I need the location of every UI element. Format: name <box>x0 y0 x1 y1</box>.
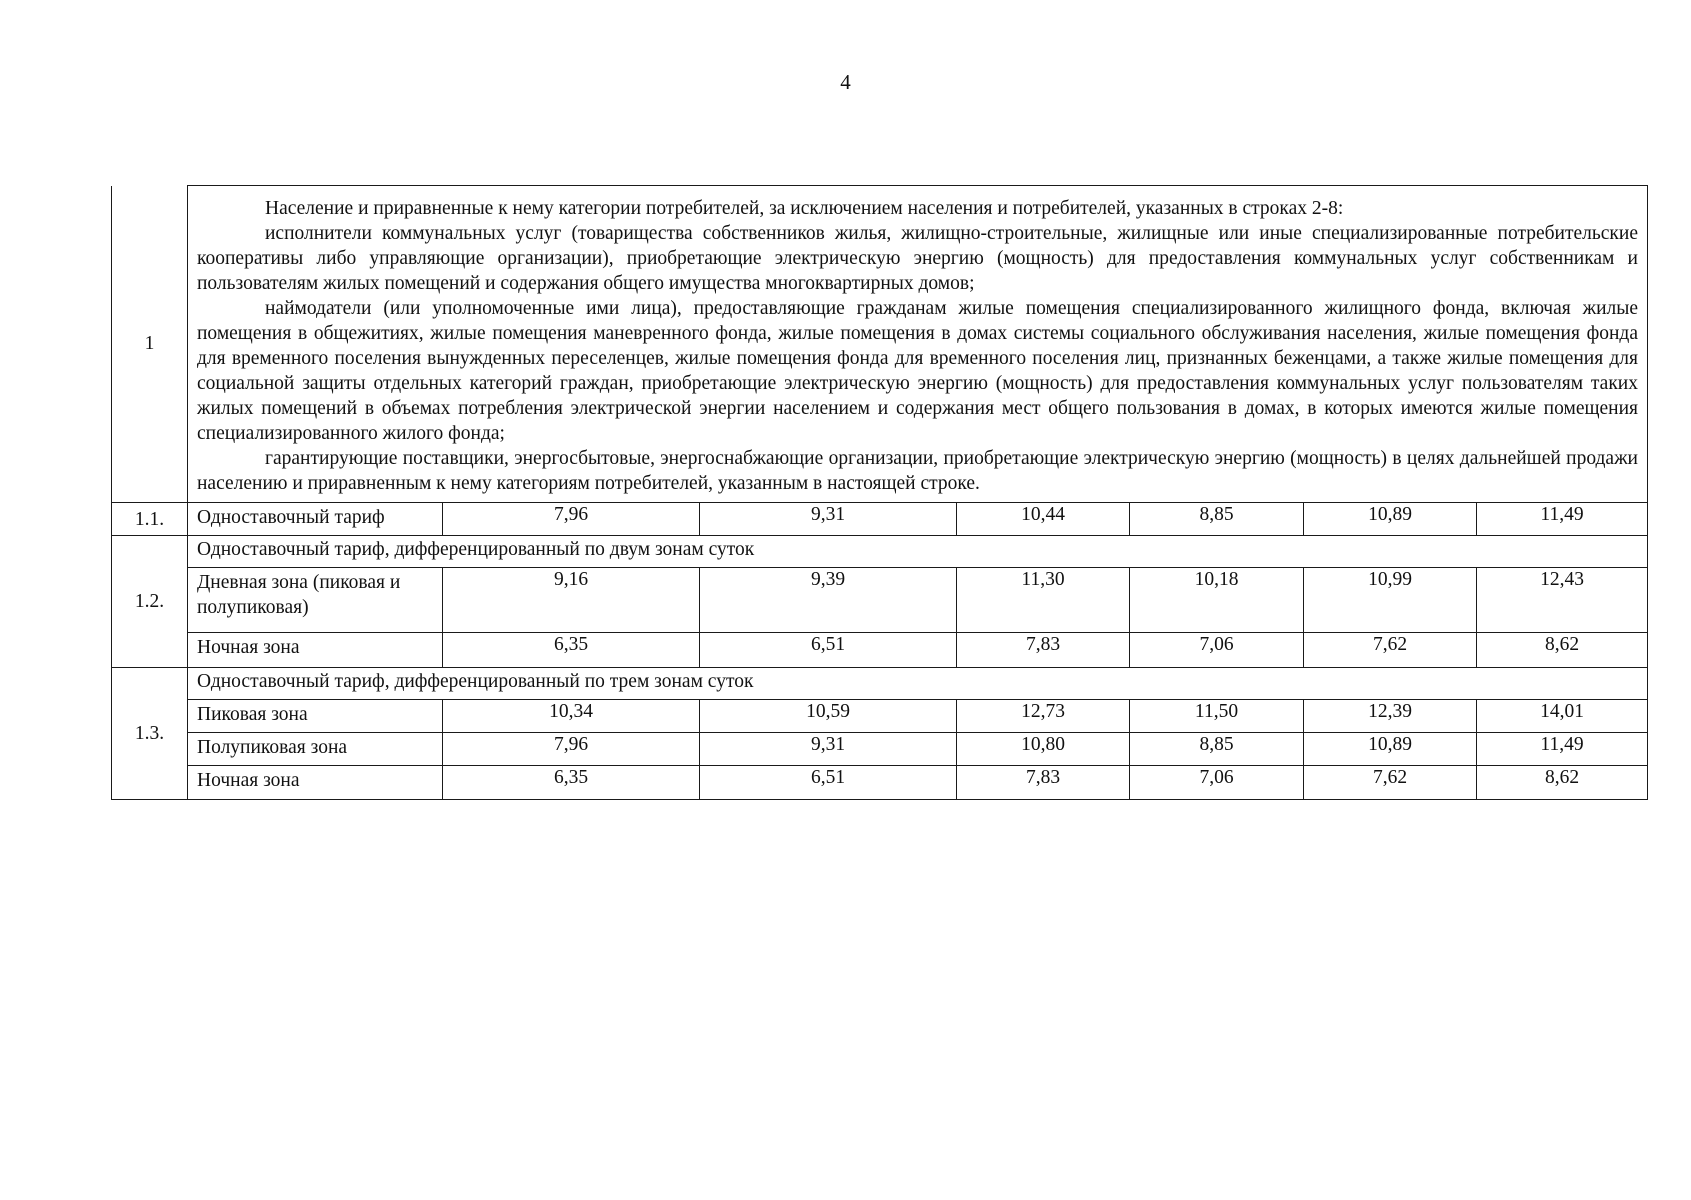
paragraph: исполнители коммунальных услуг (товарищества собственников жилья, жилищно-строительные, жилищные или иные специализированные потребительские кооперативы либо управляющие организации), приобретающие электрическую энергию (мощность) для предоставления коммунальных услуг собственникам и пользователям жилых помещений и содержания общего имущества многоквартирных домов; <box>197 223 1638 294</box>
tariff-value: 14,01 <box>1477 700 1648 733</box>
tariff-value: 7,06 <box>1130 766 1304 800</box>
table-row-1-2-heading <box>112 536 1648 568</box>
tariff-value: 10,99 <box>1304 568 1477 633</box>
table-row-1-3-semipeak <box>112 733 1648 766</box>
paragraph: гарантирующие поставщики, энергосбытовые, энергоснабжающие организации, приобретающие электрическую энергию (мощность) в целях дальнейшей продажи населению и приравненным к нему категориям потребителей, указанным в настоящей строке. <box>197 448 1638 494</box>
tariff-value: 8,85 <box>1130 503 1304 536</box>
tariff-value: 10,80 <box>957 733 1130 766</box>
tariff-value: 11,50 <box>1130 700 1304 733</box>
tariff-value: 7,62 <box>1304 766 1477 800</box>
row-number: 1.3. <box>112 668 188 800</box>
tariff-table <box>111 185 1648 800</box>
zone-label: Полупиковая зона <box>188 733 443 766</box>
tariff-value: 7,96 <box>443 733 700 766</box>
table-row-1-2-day <box>112 568 1648 633</box>
table-row-1-3-heading <box>112 668 1648 700</box>
tariff-value: 6,51 <box>700 766 957 800</box>
tariff-value: 8,62 <box>1477 633 1648 668</box>
tariff-value: 9,31 <box>700 503 957 536</box>
tariff-value: 7,83 <box>957 633 1130 668</box>
table-row-1-3-night <box>112 766 1648 800</box>
row-number: 1.2. <box>112 536 188 668</box>
tariff-value: 8,62 <box>1477 766 1648 800</box>
row-number: 1 <box>112 186 188 503</box>
table-row-1-3-peak <box>112 700 1648 733</box>
row-number: 1.1. <box>112 503 188 536</box>
zone-label: Дневная зона (пиковая и полупиковая) <box>188 568 443 633</box>
zone-label: Пиковая зона <box>188 700 443 733</box>
zone-label: Ночная зона <box>188 766 443 800</box>
consumer-category-description <box>188 186 1648 503</box>
tariff-heading: Одноставочный тариф, дифференцированный по двум зонам суток <box>188 536 1648 568</box>
zone-label: Ночная зона <box>188 633 443 668</box>
tariff-value: 10,34 <box>443 700 700 733</box>
tariff-value: 12,73 <box>957 700 1130 733</box>
tariff-value: 6,35 <box>443 766 700 800</box>
paragraph: Население и приравненные к нему категории потребителей, за исключением населения и потребителей, указанных в строках 2-8: <box>265 198 1344 219</box>
table-row-1 <box>112 186 1648 503</box>
paragraph: наймодатели (или уполномоченные ими лица), предоставляющие гражданам жилые помещения специализированного жилищного фонда, включая жилые помещения в общежитиях, жилые помещения маневренного фонда, жилые помещения в домах системы социального обслуживания населения, жилые помещения фонда для временного поселения вынужденных переселенцев, жилые помещения фонда для временного поселения лиц, признанных беженцами, а также жилые помещения для социальной защиты отдельных категорий граждан, приобретающие электрическую энергию (мощность) для предоставления коммунальных услуг пользователям таких жилых помещений в объемах потребления электрической энергии населением и содержания мест общего пользования в домах, в которых имеются жилые помещения специализированного жилого фонда; <box>197 298 1638 444</box>
tariff-value: 11,49 <box>1477 503 1648 536</box>
table-row-1-1 <box>112 503 1648 536</box>
tariff-value: 9,39 <box>700 568 957 633</box>
tariff-value: 10,18 <box>1130 568 1304 633</box>
page-number: 4 <box>840 70 851 94</box>
tariff-value: 12,39 <box>1304 700 1477 733</box>
tariff-value: 12,43 <box>1477 568 1648 633</box>
tariff-value: 10,59 <box>700 700 957 733</box>
tariff-value: 8,85 <box>1130 733 1304 766</box>
tariff-value: 11,30 <box>957 568 1130 633</box>
tariff-value: 9,16 <box>443 568 700 633</box>
tariff-value: 7,83 <box>957 766 1130 800</box>
tariff-value: 7,62 <box>1304 633 1477 668</box>
tariff-heading: Одноставочный тариф, дифференцированный по трем зонам суток <box>188 668 1648 700</box>
tariff-value: 11,49 <box>1477 733 1648 766</box>
tariff-value: 10,44 <box>957 503 1130 536</box>
table-row-1-2-night <box>112 633 1648 668</box>
tariff-value: 9,31 <box>700 733 957 766</box>
tariff-value: 7,96 <box>443 503 700 536</box>
tariff-value: 6,51 <box>700 633 957 668</box>
tariff-value: 10,89 <box>1304 733 1477 766</box>
tariff-value: 7,06 <box>1130 633 1304 668</box>
tariff-label: Одноставочный тариф <box>188 503 443 536</box>
tariff-value: 10,89 <box>1304 503 1477 536</box>
tariff-value: 6,35 <box>443 633 700 668</box>
